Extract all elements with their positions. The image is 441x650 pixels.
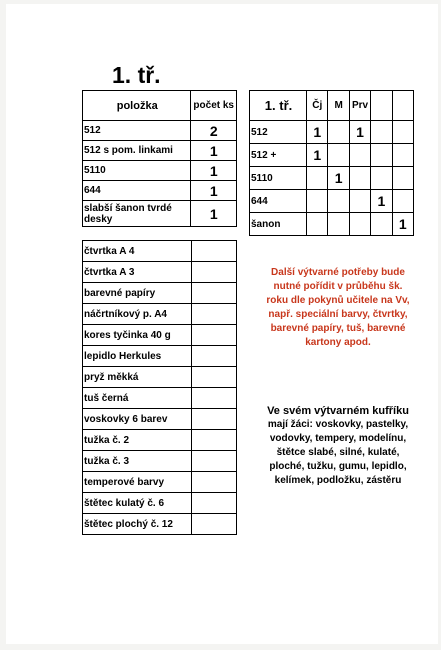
supply-check-cell [191, 283, 236, 304]
table2-cell [307, 167, 328, 190]
table2-cell: 1 [371, 190, 392, 213]
art-supplies-table [82, 240, 237, 535]
supply-check-cell [191, 514, 236, 535]
supply-item: čtvrtka A 3 [83, 262, 192, 283]
note-line: např. speciální barvy, čtvrtky, [268, 309, 408, 320]
page-title: 1. tř. [112, 62, 161, 88]
supply-item: barevné papíry [83, 283, 192, 304]
table2-cell: 1 [328, 167, 349, 190]
note-line: mají žáci: voskovky, pastelky, [267, 419, 409, 430]
supply-item: tuš černá [83, 388, 192, 409]
header-empty [371, 91, 392, 121]
table1-count: 2 [191, 121, 237, 141]
note-line: štětce slabé, silné, kulaté, [276, 447, 400, 458]
header-m: M [328, 91, 349, 121]
table2-cell: 1 [349, 121, 370, 144]
table2-cell [392, 190, 413, 213]
additional-supplies-note [252, 266, 424, 350]
art-case-note [252, 404, 424, 488]
table2-cell [307, 190, 328, 213]
table2-cell [392, 144, 413, 167]
table1-item: 644 [83, 181, 191, 201]
supply-item: lepidlo Herkules [83, 346, 192, 367]
supply-check-cell [191, 388, 236, 409]
supply-item: temperové barvy [83, 472, 192, 493]
note-line: barevné papíry, tuš, barevné [270, 323, 406, 334]
table1-item: 512 s pom. linkami [83, 141, 191, 161]
table2-cell [328, 190, 349, 213]
table2-label: šanon [250, 213, 307, 236]
header-prv: Prv [349, 91, 370, 121]
supply-item: štětec kulatý č. 6 [83, 493, 192, 514]
table1-count: 1 [191, 161, 237, 181]
header-cj: Čj [307, 91, 328, 121]
supply-check-cell [191, 493, 236, 514]
table1-item: slabší šanon tvrdé desky [83, 201, 191, 227]
table2-cell [349, 144, 370, 167]
subject-assignment-table [249, 90, 414, 236]
note-line: kelímek, podložku, zástěru [274, 475, 402, 486]
header-item: položka [83, 91, 191, 121]
table2-cell: 1 [392, 213, 413, 236]
table2-cell [371, 144, 392, 167]
table2-cell [349, 167, 370, 190]
table2-cell [371, 167, 392, 190]
supply-item: čtvrtka A 4 [83, 241, 192, 262]
supply-item: tužka č. 3 [83, 451, 192, 472]
note-line: Další výtvarné potřeby bude [271, 267, 405, 278]
supply-check-cell [191, 430, 236, 451]
table1-item: 512 [83, 121, 191, 141]
table2-cell [328, 121, 349, 144]
table2-label: 512 + [250, 144, 307, 167]
supply-item: pryž měkká [83, 367, 192, 388]
note-line: Ve svém výtvarném kufříku [267, 405, 409, 417]
table2-cell: 1 [307, 121, 328, 144]
table2-label: 512 [250, 121, 307, 144]
header-label: 1. tř. [250, 91, 307, 121]
header-empty [392, 91, 413, 121]
supply-item: voskovky 6 barev [83, 409, 192, 430]
note-line: roku dle pokynů učitele na Vv, [266, 295, 410, 306]
table2-cell [371, 213, 392, 236]
header-count: počet ks [191, 91, 237, 121]
table2-cell [371, 121, 392, 144]
table1-count: 1 [191, 201, 237, 227]
supply-check-cell [191, 346, 236, 367]
table2-cell [392, 121, 413, 144]
table1-count: 1 [191, 181, 237, 201]
table1-item: 5110 [83, 161, 191, 181]
note-line: ploché, tužku, gumu, lepidlo, [269, 461, 407, 472]
table2-cell: 1 [307, 144, 328, 167]
table2-cell [392, 167, 413, 190]
table2-cell [328, 213, 349, 236]
items-count-table [82, 90, 237, 227]
table2-cell [307, 213, 328, 236]
table2-cell [349, 213, 370, 236]
note-line: vodovky, tempery, modelínu, [269, 433, 407, 444]
table2-cell [328, 144, 349, 167]
supply-check-cell [191, 325, 236, 346]
supply-check-cell [191, 409, 236, 430]
supply-check-cell [191, 241, 236, 262]
supply-check-cell [191, 367, 236, 388]
supply-item: tužka č. 2 [83, 430, 192, 451]
supply-check-cell [191, 262, 236, 283]
supply-item: štětec plochý č. 12 [83, 514, 192, 535]
supply-item: kores tyčinka 40 g [83, 325, 192, 346]
table2-label: 644 [250, 190, 307, 213]
table2-label: 5110 [250, 167, 307, 190]
table1-count: 1 [191, 141, 237, 161]
table2-cell [349, 190, 370, 213]
note-line: nutné pořídit v průběhu šk. [273, 281, 403, 292]
note-line: kartony apod. [305, 337, 371, 348]
supply-check-cell [191, 472, 236, 493]
supply-item: náčrtníkový p. A4 [83, 304, 192, 325]
supply-check-cell [191, 451, 236, 472]
supply-check-cell [191, 304, 236, 325]
